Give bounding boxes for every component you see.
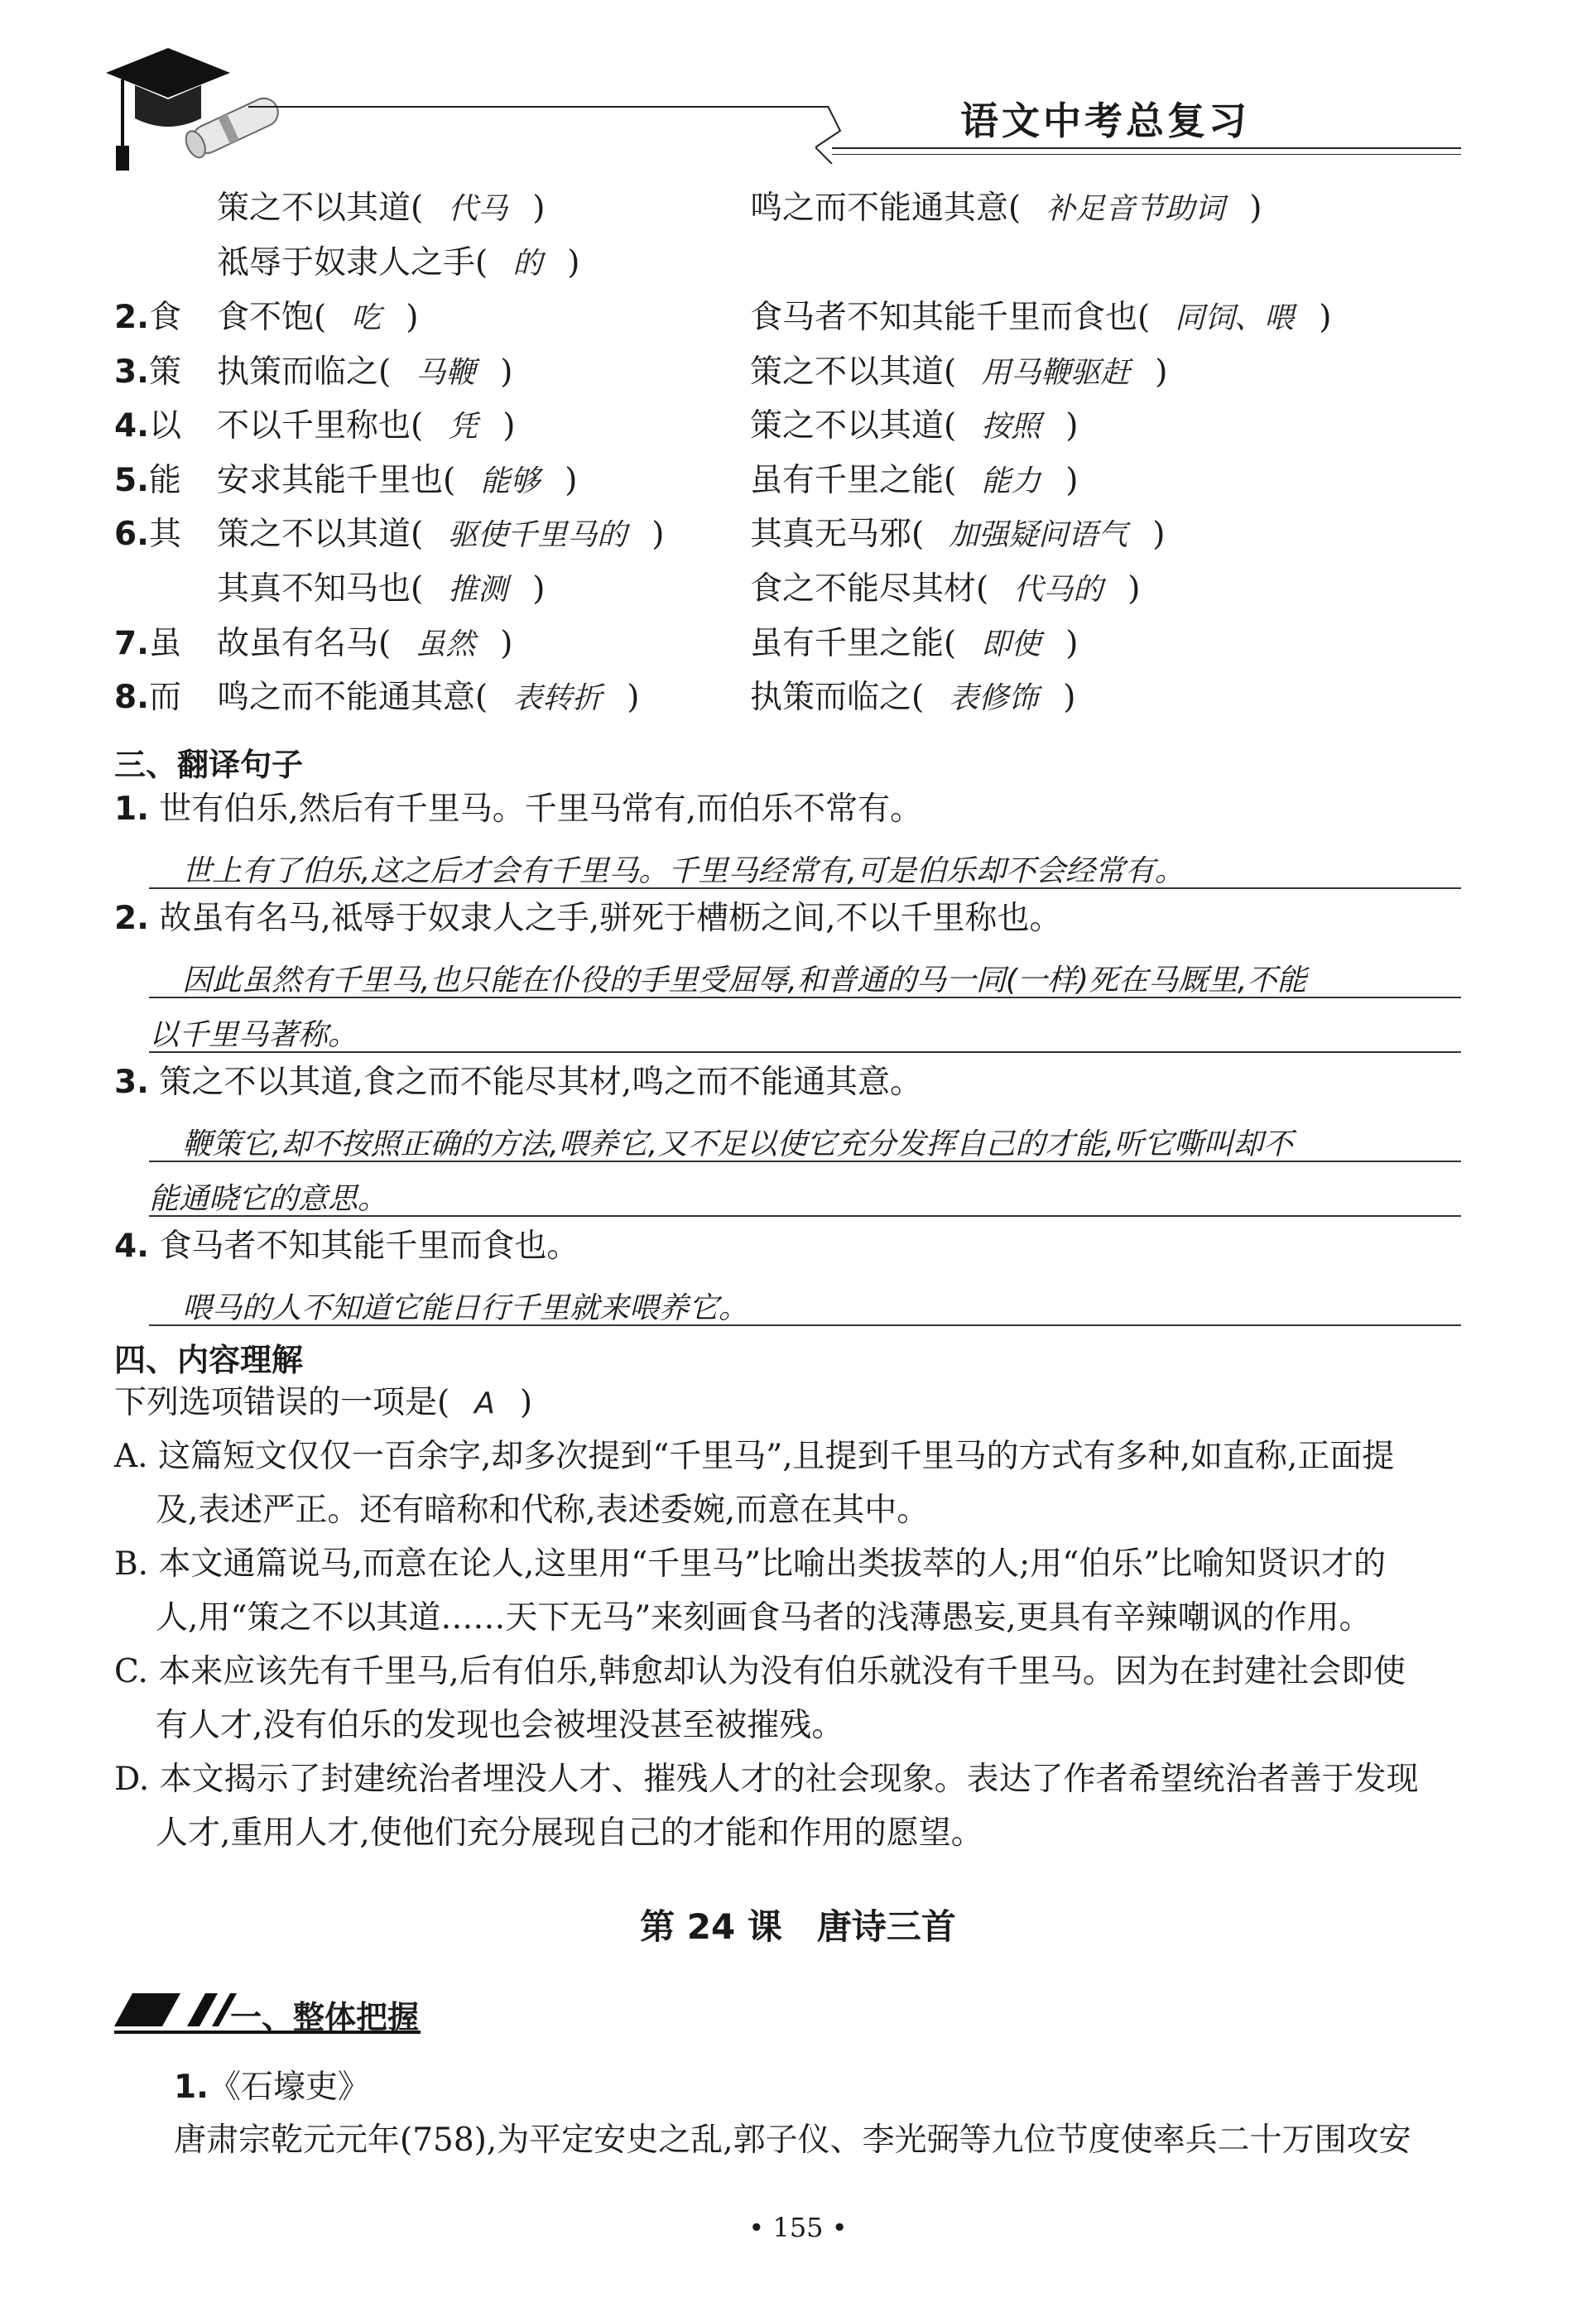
entry-answer: 马鞭: [416, 356, 476, 390]
header-rule-bottom-2: [832, 154, 1461, 155]
close-paren: ): [1065, 407, 1079, 445]
part1-banner: [114, 1987, 429, 2036]
vocab-right-entry: [750, 681, 1075, 714]
answer-underline: [149, 1051, 1461, 1053]
answer-underline: [149, 997, 1461, 998]
header-rule-bottom: [832, 147, 1461, 149]
entry-answer: 能够: [480, 464, 541, 498]
vocab-right-entry: [750, 627, 1078, 660]
vocab-left-entry: [217, 407, 516, 445]
answer-underline: [149, 1324, 1461, 1326]
entry-text: 执策而临之(: [750, 679, 925, 716]
vocab-right-entry: [750, 407, 1079, 445]
close-paren: ): [651, 516, 665, 553]
option-line: C. 本来应该先有千里马,后有伯乐,韩愈却认为没有伯乐就没有千里马。因为在封建社会即使: [114, 1653, 1406, 1690]
translation-question: [114, 1228, 579, 1265]
option-line: D. 本文揭示了封建统治者埋没人才、摧残人才的社会现象。表达了作者希望统治者善于发现: [114, 1761, 1419, 1798]
translation-answer: 喂马的人不知道它能日行千里就来喂养它。: [182, 1291, 749, 1325]
entry-answer: 按照: [981, 410, 1041, 444]
vocab-number: 4.: [114, 407, 149, 445]
entry-answer: 代马: [448, 192, 508, 226]
close-paren: ): [519, 1384, 533, 1421]
question-text: 世有伯乐,然后有千里马。千里马常有,而伯乐不常有。: [148, 791, 923, 828]
vocab-number: 8.: [114, 679, 149, 716]
vocab-headword: 而: [149, 679, 182, 716]
question-number: 2.: [114, 900, 149, 937]
vocab-left-entry: [217, 353, 513, 391]
question-text: 下列选项错误的一项是(: [114, 1384, 450, 1421]
part1-item-name: 《石壕吏》: [208, 2069, 370, 2106]
vocab-right-entry: [750, 516, 1166, 553]
close-paren: ): [565, 462, 578, 499]
part1-text: 唐肃宗乾元元年(758),为平定安史之乱,郭子仪、李光弼等九位节度使率兵二十万围攻安: [174, 2122, 1411, 2159]
option-line: 人,用“策之不以其道……天下无马”来刻画食马者的浅薄愚妄,更具有辛辣嘲讽的作用。: [156, 1599, 1372, 1637]
entry-text: 虽有千里之能(: [750, 462, 957, 499]
question-number: 1.: [114, 791, 149, 828]
entry-text: 策之不以其道(: [217, 516, 424, 553]
answer-underline: [149, 1215, 1461, 1217]
question-text: 策之不以其道,食之而不能尽其材,鸣之而不能通其意。: [148, 1064, 923, 1101]
close-paren: ): [1127, 570, 1141, 608]
close-paren: ): [532, 570, 546, 608]
vocab-right-entry: [750, 301, 1331, 334]
vocab-right-entry: [750, 353, 1168, 391]
question-text: 故虽有名马,祗辱于奴隶人之手,骈死于槽枥之间,不以千里称也。: [148, 900, 1062, 937]
entry-answer: 表转折: [512, 681, 603, 715]
entry-text: 不以千里称也(: [217, 407, 424, 445]
entry-answer: 推测: [448, 573, 508, 607]
question-text: 食马者不知其能千里而食也。: [148, 1228, 579, 1265]
entry-answer: 表修饰: [949, 681, 1039, 715]
entry-answer: 同饲、喂: [1175, 301, 1295, 335]
part1-item-title: [174, 2069, 370, 2106]
vocab-left-entry: [217, 244, 580, 281]
entry-answer: 代马的: [1013, 573, 1103, 607]
close-paren: ): [1065, 462, 1079, 499]
entry-text: 执策而临之(: [217, 353, 392, 391]
vocab-left-entry: [217, 190, 546, 227]
entry-answer: 补足音节助词: [1046, 192, 1225, 226]
close-paren: ): [1152, 516, 1166, 553]
option-line: 人才,重用人才,使他们充分展现自己的才能和作用的愿望。: [156, 1814, 983, 1852]
vocab-headword: 以: [149, 407, 182, 445]
header-rule-slash: [815, 106, 848, 164]
entry-text: 鸣之而不能通其意(: [750, 190, 1022, 227]
page-number: • 155 •: [748, 2212, 848, 2243]
entry-text: 食不饱(: [217, 299, 327, 336]
vocab-left-entry: [217, 570, 546, 608]
entry-text: 鸣之而不能通其意(: [217, 679, 488, 716]
close-paren: ): [627, 679, 640, 716]
entry-text: 故虽有名马(: [217, 625, 392, 662]
vocab-number: 5.: [114, 462, 149, 499]
vocab-number: 2.: [114, 299, 149, 336]
vocab-left-entry: [217, 516, 665, 553]
vocab-number: 7.: [114, 625, 149, 662]
close-paren: ): [1319, 299, 1332, 336]
vocab-left-entry: [217, 301, 418, 334]
entry-answer: 用马鞭驱赶: [981, 356, 1131, 390]
section4-question: [114, 1384, 533, 1421]
vocab-headword: 其: [149, 516, 182, 553]
entry-text: 策之不以其道(: [750, 353, 957, 391]
entry-answer: 加强疑问语气: [949, 518, 1128, 552]
translation-question: [114, 791, 923, 828]
translation-answer: 能通晓它的意思。: [149, 1182, 388, 1216]
close-paren: ): [1155, 353, 1168, 391]
header-rule-top: [248, 106, 828, 108]
vocab-right-entry: [750, 464, 1078, 497]
entry-answer: 驱使千里马的: [448, 518, 627, 552]
entry-answer: 吃: [351, 301, 382, 335]
entry-text: 食之不能尽其材(: [750, 570, 989, 608]
part1-item-number: 1.: [174, 2069, 209, 2106]
translation-answer: 鞭策它,却不按照正确的方法,喂养它,又不足以使它充分发挥自己的才能,听它嘶叫却不: [182, 1127, 1293, 1161]
section4-title: 四、内容理解: [114, 1342, 304, 1378]
vocab-left-entry: [217, 681, 639, 714]
option-line: 有人才,没有伯乐的发现也会被埋没甚至被摧残。: [156, 1707, 844, 1744]
translation-answer: 因此虽然有千里马,也只能在仆役的手里受屈辱,和普通的马一同(一样)死在马厩里,不能: [182, 964, 1307, 997]
vocab-right-entry: [750, 190, 1262, 227]
close-paren: ): [1249, 190, 1262, 227]
entry-text: 其真无马邪(: [750, 516, 925, 553]
vocab-number: 6.: [114, 516, 149, 553]
entry-text: 虽有千里之能(: [750, 625, 957, 662]
section3-title: 三、翻译句子: [114, 747, 304, 783]
option-line: A. 这篇短文仅仅一百余字,却多次提到“千里马”,且提到千里马的方式有多种,如直称,正面提: [114, 1438, 1395, 1475]
translation-answer: 以千里马著称。: [149, 1018, 358, 1052]
vocab-number: 3.: [114, 353, 149, 391]
vocab-headword: 策: [149, 353, 182, 391]
entry-text: 食马者不知其能千里而食也(: [750, 299, 1151, 336]
close-paren: ): [1063, 679, 1076, 716]
option-line: 及,表述严正。还有暗称和代称,表述委婉,而意在其中。: [156, 1492, 930, 1529]
close-paren: ): [502, 407, 516, 445]
translation-answer: 世上有了伯乐,这之后才会有千里马。千里马经常有,可是伯乐却不会经常有。: [182, 854, 1185, 888]
close-paren: ): [567, 244, 580, 281]
header-title: 语文中考总复习: [960, 99, 1250, 143]
close-paren: ): [500, 353, 513, 391]
question-number: 4.: [114, 1228, 149, 1265]
vocab-headword: 食: [149, 299, 182, 336]
lesson-title: 第 24 课 唐诗三首: [640, 1906, 956, 1947]
entry-text: 祗辱于奴隶人之手(: [217, 244, 488, 281]
vocab-left-entry: [217, 627, 512, 660]
entry-answer: 即使: [981, 627, 1041, 661]
vocab-headword: 虽: [149, 625, 182, 662]
close-paren: ): [406, 299, 419, 336]
answer-underline: [149, 887, 1461, 889]
entry-text: 其真不知马也(: [217, 570, 424, 608]
entry-text: 策之不以其道(: [750, 407, 957, 445]
question-answer: A: [474, 1387, 495, 1420]
entry-answer: 凭: [448, 410, 478, 444]
option-line: B. 本文通篇说马,而意在论人,这里用“千里马”比喻出类拔萃的人;用“伯乐”比喻知贤识才的: [114, 1545, 1387, 1583]
entry-answer: 能力: [981, 464, 1041, 498]
close-paren: ): [532, 190, 546, 227]
translation-question: [114, 1064, 923, 1101]
answer-underline: [149, 1161, 1461, 1162]
vocab-right-entry: [750, 570, 1141, 608]
entry-answer: 的: [512, 247, 543, 281]
translation-question: [114, 902, 1062, 935]
part1-title: 一、整体把握: [230, 1999, 420, 2035]
vocab-headword: 能: [149, 462, 182, 499]
question-number: 3.: [114, 1064, 149, 1101]
entry-answer: 虽然: [416, 627, 476, 661]
entry-text: 策之不以其道(: [217, 190, 424, 227]
close-paren: ): [500, 625, 513, 662]
vocab-left-entry: [217, 464, 577, 497]
close-paren: ): [1065, 625, 1079, 662]
entry-text: 安求其能千里也(: [217, 462, 456, 499]
